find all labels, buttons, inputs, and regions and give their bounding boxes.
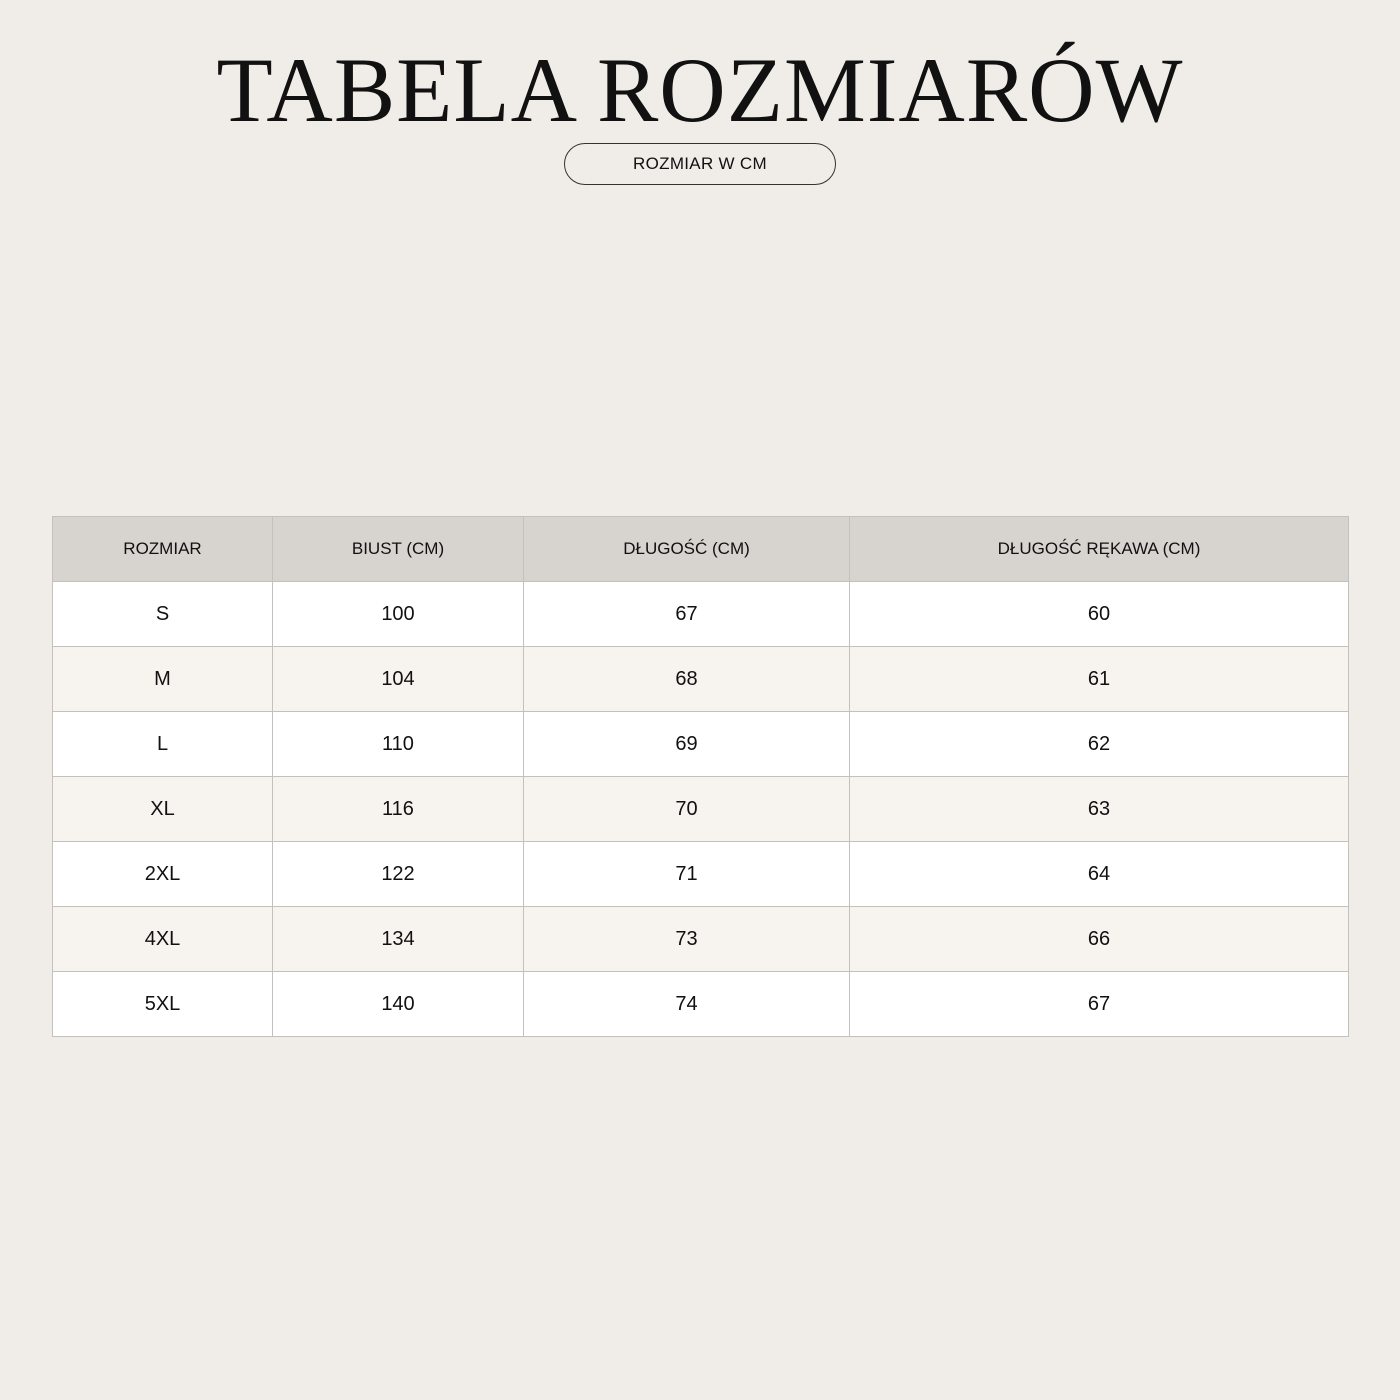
- cell-bust: 104: [273, 647, 524, 712]
- cell-size: L: [53, 712, 273, 777]
- cell-sleeve-length: 61: [850, 647, 1349, 712]
- header-size: ROZMIAR: [53, 517, 273, 582]
- table-header-row: [53, 517, 1349, 582]
- header-sleeve-length: DŁUGOŚĆ RĘKAWA (CM): [850, 517, 1349, 582]
- table-row: [53, 972, 1349, 1037]
- page-title: TABELA ROZMIARÓW: [216, 39, 1184, 141]
- cell-bust: 116: [273, 777, 524, 842]
- cell-sleeve-length: 66: [850, 907, 1349, 972]
- cell-sleeve-length: 62: [850, 712, 1349, 777]
- size-table: [52, 516, 1349, 1037]
- header-bust: BIUST (CM): [273, 517, 524, 582]
- size-table-container: [52, 516, 1348, 1037]
- cell-bust: 122: [273, 842, 524, 907]
- cell-length: 71: [524, 842, 850, 907]
- cell-bust: 134: [273, 907, 524, 972]
- table-row: [53, 842, 1349, 907]
- cell-length: 73: [524, 907, 850, 972]
- cell-size: 5XL: [53, 972, 273, 1037]
- cell-bust: 100: [273, 582, 524, 647]
- cell-length: 74: [524, 972, 850, 1037]
- cell-length: 67: [524, 582, 850, 647]
- cell-size: M: [53, 647, 273, 712]
- table-row: [53, 582, 1349, 647]
- cell-sleeve-length: 63: [850, 777, 1349, 842]
- unit-badge-label: ROZMIAR W CM: [633, 154, 767, 173]
- cell-length: 68: [524, 647, 850, 712]
- cell-sleeve-length: 64: [850, 842, 1349, 907]
- cell-size: S: [53, 582, 273, 647]
- header-length: DŁUGOŚĆ (CM): [524, 517, 850, 582]
- cell-size: XL: [53, 777, 273, 842]
- table-row: [53, 712, 1349, 777]
- cell-size: 4XL: [53, 907, 273, 972]
- cell-length: 69: [524, 712, 850, 777]
- cell-size: 2XL: [53, 842, 273, 907]
- unit-badge: [564, 143, 836, 185]
- cell-sleeve-length: 67: [850, 972, 1349, 1037]
- cell-bust: 110: [273, 712, 524, 777]
- table-row: [53, 907, 1349, 972]
- table-row: [53, 777, 1349, 842]
- cell-sleeve-length: 60: [850, 582, 1349, 647]
- table-row: [53, 647, 1349, 712]
- cell-length: 70: [524, 777, 850, 842]
- cell-bust: 140: [273, 972, 524, 1037]
